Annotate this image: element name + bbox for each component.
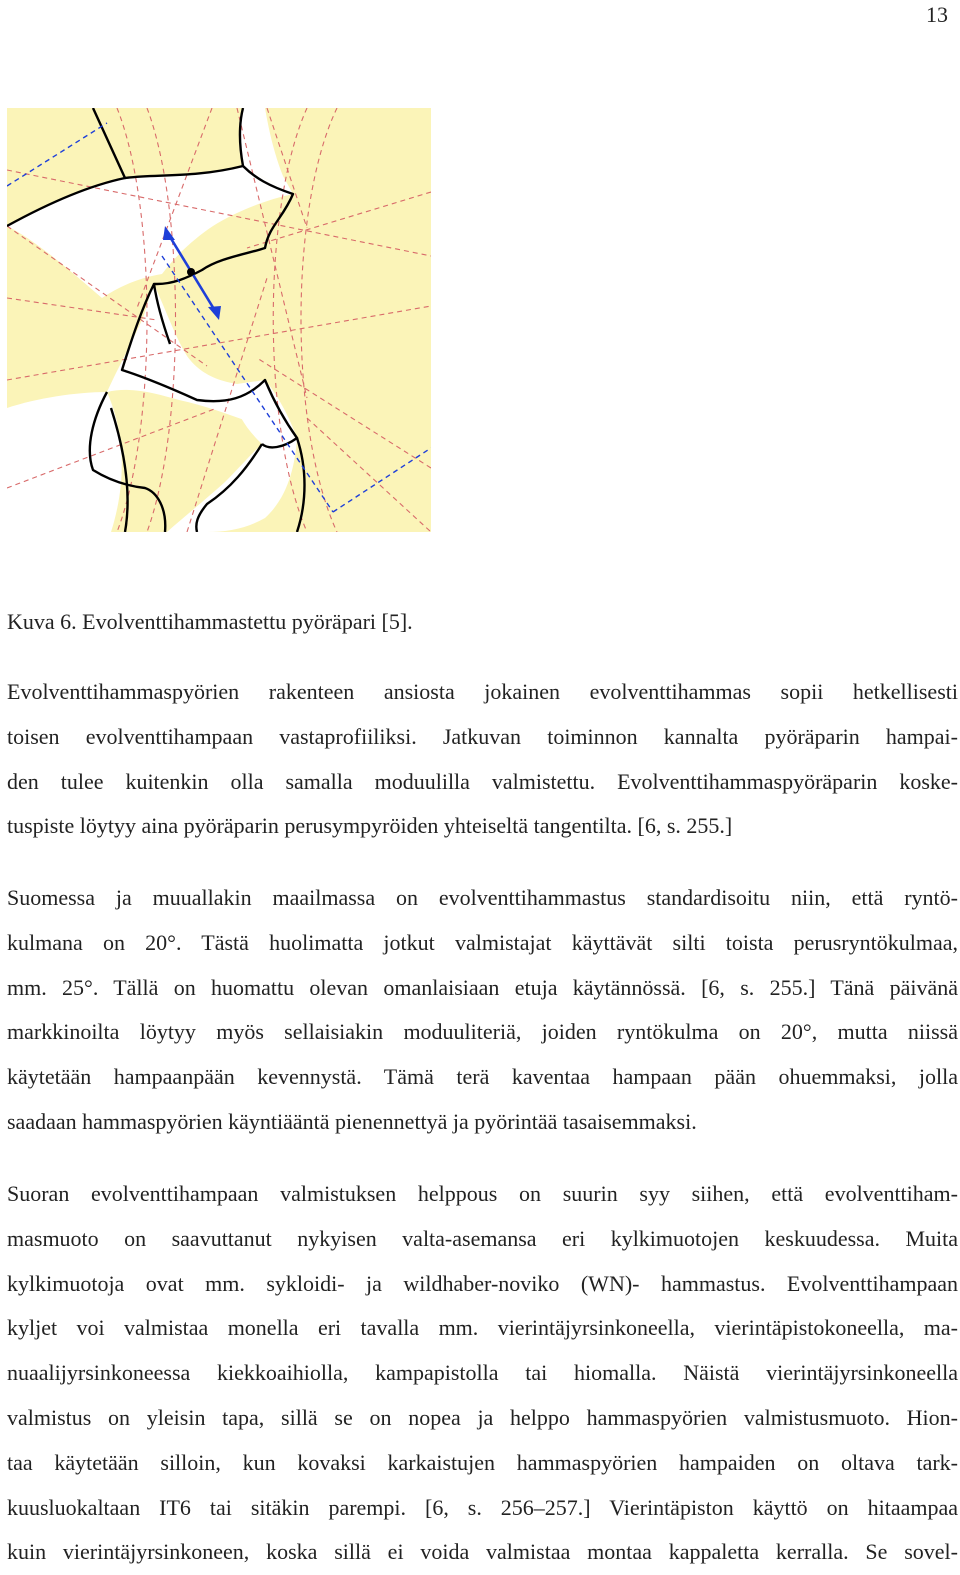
paragraph-line: tuspiste löytyy aina pyöräparin perusympyröiden yhteiseltä tangentilta. [6, s. 255.] xyxy=(7,813,733,839)
paragraph-2 xyxy=(7,876,958,1145)
paragraph-line: markkinoilta löytyy myös sellaisiakin moduuliteriä, joiden ryntökulma on 20°, mutta niissä xyxy=(7,1019,958,1045)
paragraph-line: kyljet voi valmistaa monella eri tavalla mm. vierintäjyrsinkoneella, vierintäpistokoneella, ma- xyxy=(7,1315,958,1341)
paragraph-line: Suomessa ja muuallakin maailmassa on evolventtihammastus standardisoitu niin, että ryntö- xyxy=(7,885,958,910)
gear-pair-figure xyxy=(7,108,431,532)
paragraph-line: käytetään hampaanpään kevennystä. Tämä terä kaventaa hampaan pään ohuemmaksi, jolla xyxy=(7,1064,958,1090)
paragraph-line: Evolventtihammaspyörien rakenteen ansiosta jokainen evolventtihammas sopii hetkellisesti xyxy=(7,679,958,704)
paragraph-line: nuaalijyrsinkoneessa kiekkoaihiolla, kampapistolla tai hiomalla. Näistä vierintäjyrsinkoneella xyxy=(7,1360,958,1386)
paragraph-3 xyxy=(7,1172,958,1575)
figure-caption: Kuva 6. Evolventtihammastettu pyöräpari [5]. xyxy=(7,609,413,634)
pitch-point xyxy=(187,268,195,276)
paragraph-line: masmuoto on saavuttanut nykyisen valta-asemansa eri kylkimuotojen keskuudessa. Muita xyxy=(7,1225,958,1251)
paragraph-line: Suoran evolventtihampaan valmistuksen helppous on suurin syy siihen, että evolventtiham- xyxy=(7,1181,958,1206)
page-number: 13 xyxy=(926,2,948,27)
gap-bottom-left xyxy=(7,392,122,532)
paragraph-1 xyxy=(7,670,958,849)
paragraph-line: toisen evolventtihampaan vastaprofiiliksi. Jatkuvan toiminnon kannalta pyöräparin hampai- xyxy=(7,723,958,749)
paragraph-line: valmistus on yleisin tapa, sillä se on nopea ja helppo hammaspyörien valmistusmuoto. Hion- xyxy=(7,1404,958,1430)
paragraph-line: den tulee kuitenkin olla samalla moduulilla valmistettu. Evolventtihammaspyöräparin koske- xyxy=(7,768,958,794)
paragraph-line: kuusluokaltaan IT6 tai sitäkin parempi. [6, s. 256–257.] Vierintäpiston käyttö on hitaampaa xyxy=(7,1494,958,1520)
paragraph-line: mm. 25°. Tällä on huomattu olevan omanlaisiaan etuja käytännössä. [6, s. 255.] Tänä päivänä xyxy=(7,974,958,1000)
paragraph-line: taa käytetään silloin, kun kovaksi karkaistujen hammaspyörien hampaiden on oltava tark- xyxy=(7,1449,958,1475)
gear-pair-drawing xyxy=(7,108,431,532)
paragraph-line: kulmana on 20°. Tästä huolimatta jotkut valmistajat käyttävät silti toista perusryntökulmaa, xyxy=(7,929,958,955)
paragraph-line: saadaan hammaspyörien käyntiääntä pienennettyä ja pyörintää tasaisemmaksi. xyxy=(7,1108,697,1134)
paragraph-line: kylkimuotoja ovat mm. sykloidi- ja wildhaber-noviko (WN)- hammastus. Evolventtihampaan xyxy=(7,1270,958,1296)
paragraph-line: kuin vierintäjyrsinkoneen, koska sillä ei voida valmistaa montaa kappaletta kerralla. Se sovel- xyxy=(7,1539,958,1565)
